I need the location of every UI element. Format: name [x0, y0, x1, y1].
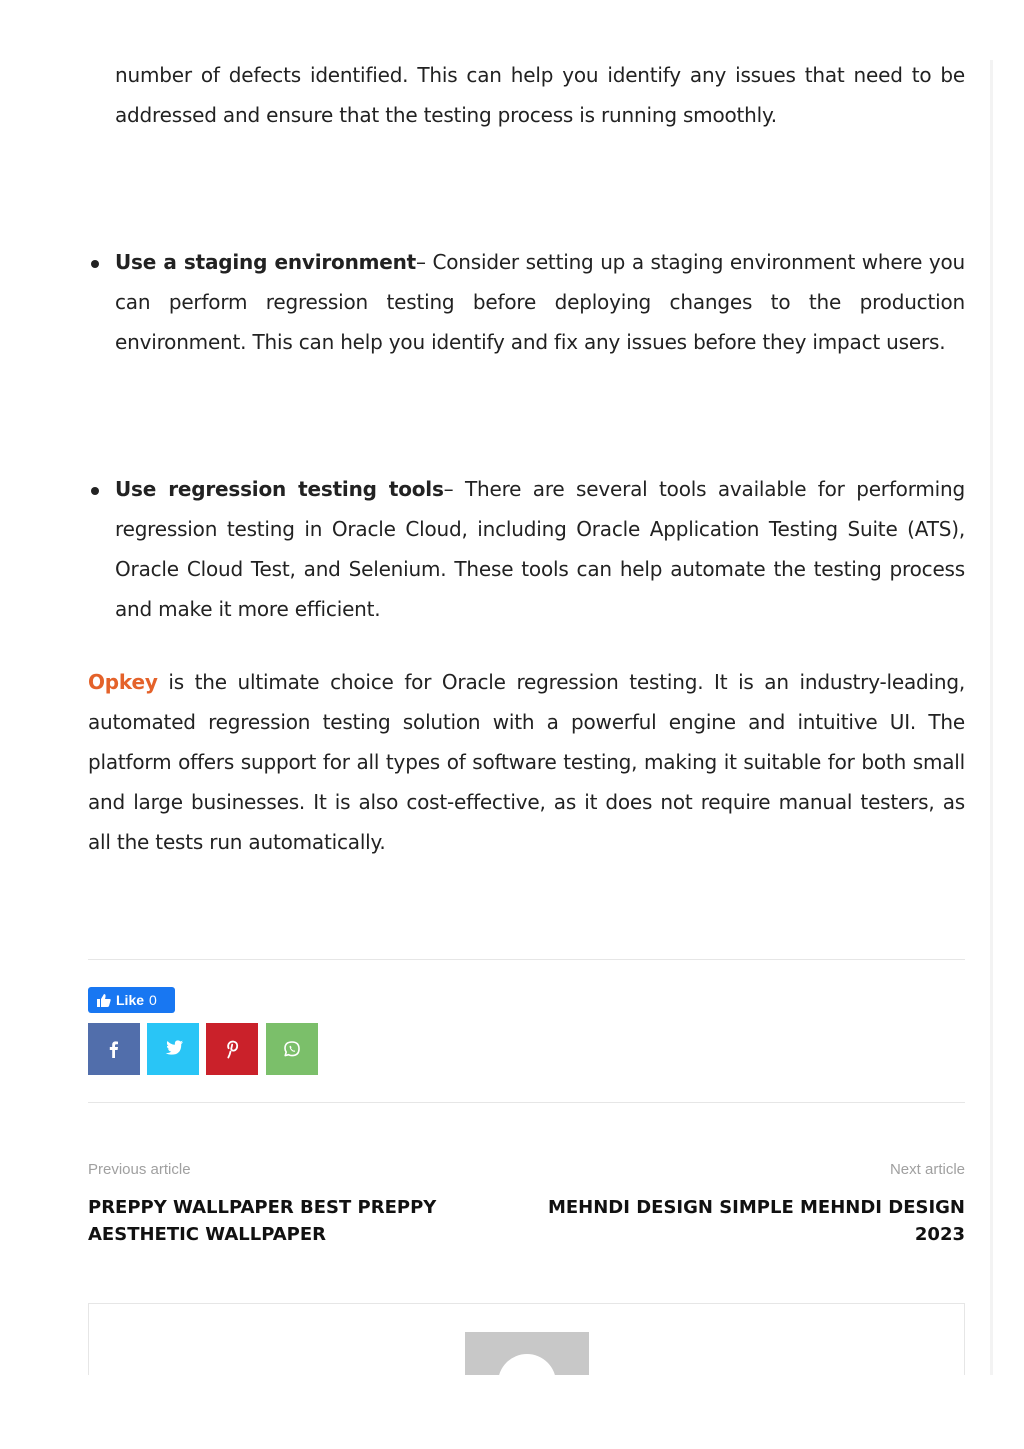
author-avatar[interactable]	[465, 1332, 589, 1375]
thumbs-up-icon	[97, 993, 111, 1007]
facebook-icon	[104, 1039, 124, 1059]
next-article-label: Next article	[889, 1161, 965, 1178]
paragraph-closing	[88, 662, 965, 862]
share-pinterest-button[interactable]	[206, 1023, 258, 1075]
avatar-placeholder-icon	[498, 1354, 556, 1375]
bullet-dot	[91, 260, 99, 268]
author-box	[88, 1303, 965, 1375]
list-item-text: – Consider setting up a staging environment where you can perform regression testing before deploying changes to the production environment. This can help you identify and fix any issues before they impact users.	[115, 250, 965, 354]
article-body	[88, 55, 965, 862]
page-right-edge	[990, 60, 993, 1375]
pinterest-icon	[224, 1039, 240, 1059]
next-article-link[interactable]: MEHNDI DESIGN SIMPLE MEHNDI DESIGN 2023	[547, 1197, 965, 1245]
like-count: 0	[149, 992, 157, 1008]
paragraph-intro-tail: number of defects identified. This can help you identify any issues that need to be addressed and ensure that the testing process is running smoothly.	[115, 63, 965, 127]
share-twitter-button[interactable]	[147, 1023, 199, 1075]
whatsapp-icon	[281, 1038, 303, 1060]
list-item-staging	[88, 242, 965, 362]
twitter-icon	[162, 1039, 184, 1059]
share-whatsapp-button[interactable]	[266, 1023, 318, 1075]
list-item-lead: Use a staging environment	[115, 250, 417, 274]
opkey-link[interactable]: Opkey	[88, 670, 158, 694]
like-label: Like	[116, 992, 145, 1008]
bullet-dot	[91, 487, 99, 495]
closing-text: is the ultimate choice for Oracle regression testing. It is an industry-leading, automated regression testing solution with a powerful engine and intuitive UI. The platform offers support for all types of software testing, making it suitable for both small and large businesses. It is also cost-effective, as it does not require manual testers, as all the tests run automatically.	[88, 670, 965, 854]
previous-article-label: Previous article	[88, 1161, 191, 1178]
list-item-tools	[88, 469, 965, 629]
divider-top	[88, 959, 965, 960]
previous-article-link[interactable]: PREPPY WALLPAPER BEST PREPPY AESTHETIC WALLPAPER	[88, 1197, 437, 1245]
divider-bottom	[88, 1102, 965, 1103]
list-item-text: – There are several tools available for performing regression testing in Oracle Cloud, including Oracle Application Testing Suite (ATS), Oracle Cloud Test, and Selenium. These tools can help automate the testing process and make it more efficient.	[115, 477, 965, 621]
list-item-lead: Use regression testing tools	[115, 477, 444, 501]
share-facebook-button[interactable]	[88, 1023, 140, 1075]
facebook-like-button[interactable]	[88, 987, 175, 1013]
